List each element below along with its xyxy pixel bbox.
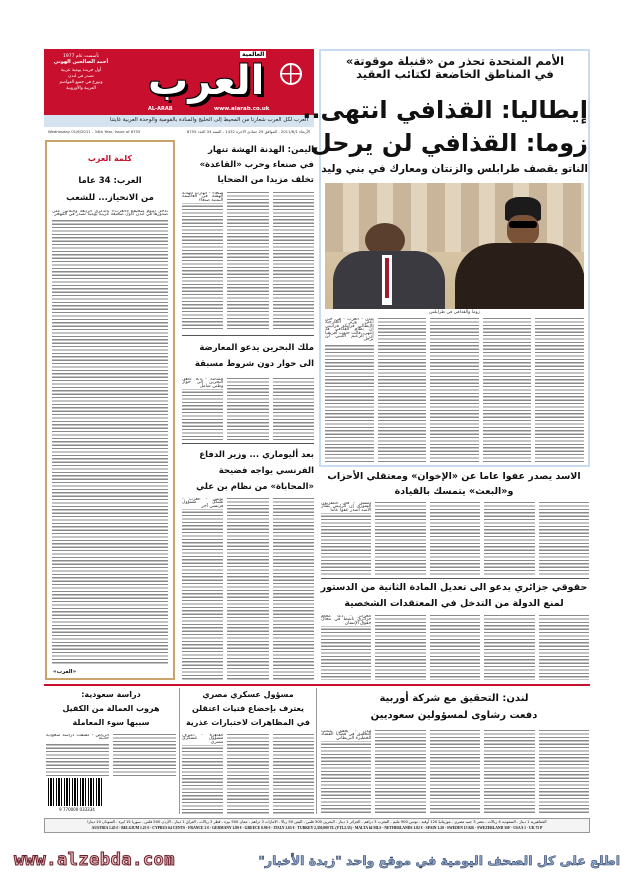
main-story-body — [325, 318, 584, 464]
kicker-line: في المناطق الخاضعة لكتائب العقيد — [356, 67, 554, 82]
story-bahrain-body — [182, 378, 314, 440]
headline-line: بعد أليوماري ... وزير الدفاع — [199, 450, 314, 460]
barcode — [48, 778, 104, 806]
main-subhead: الناتو يقصف طرابلس والزنتان ومعارك في بني وليد — [321, 163, 588, 175]
photo-caption: زوما والقذافي في طرابلس — [429, 310, 480, 315]
column-divider — [179, 688, 180, 814]
divider — [182, 443, 314, 444]
story-lead: الجزائر - دعا محام جزائري ناشط في مجال حقوق الإنسان — [321, 615, 372, 626]
story-assad-headline[interactable] — [320, 469, 588, 499]
headline-line: سببها سوء المعاملة — [72, 718, 150, 727]
main-story-lead: لندن - العرب - في حين أعلن وزير الخارجية الإيطالي فرانكو فراتيني أن نظام القذافي قد انتهى، قالت جنوب أفريقيا إن الزعيم الليبي لن يرحل — [325, 318, 374, 343]
story-yemen-body — [182, 192, 314, 330]
section-divider — [44, 684, 590, 686]
dateline — [44, 127, 314, 136]
story-saudi-study-headline[interactable] — [44, 688, 178, 730]
story-london-headline[interactable] — [320, 690, 588, 724]
editorial-body — [52, 210, 168, 665]
globe-icon — [280, 63, 302, 85]
story-algeria-body — [321, 615, 589, 680]
newspaper-logo: العرب — [148, 58, 265, 104]
price-strip — [44, 818, 590, 833]
story-assad-body — [321, 502, 589, 576]
tagline-line: أول جريدة يومية عربية — [60, 68, 102, 73]
kicker-line: الأمم المتحدة تحذر من «قنبلة موقوتة» — [345, 54, 565, 68]
editorial-box — [45, 140, 175, 680]
headline-line: تخلف مزيدا من الضحايا — [217, 175, 314, 185]
promo-banner-url[interactable]: www.alzebda.com — [14, 850, 176, 870]
headline-line: زوما: القذافي لن يرحل — [310, 129, 588, 157]
headline-line: في صنعاء وحرب «القاعدة» — [199, 160, 314, 170]
story-alliot-marie-body — [182, 498, 314, 680]
story-lead: تونس - العرب - تشكل مسؤول فرنسي آخر — [182, 498, 224, 509]
headline-line: في المظاهرات لاختبارات عذرية — [185, 718, 311, 727]
headline-line: ملك البحرين يدعو المعارضة — [199, 343, 314, 353]
tagline-line: تصدر في لندن — [68, 74, 94, 79]
title-line: من الانحياز... للشعب — [66, 193, 154, 204]
story-london-body — [321, 730, 589, 814]
story-algeria-headline[interactable] — [320, 580, 588, 612]
story-lead: المنامة - دعا عاهل البحرين إلى حوار وطني شامل — [182, 378, 224, 389]
headline-line: دراسة سعودية: — [81, 690, 141, 699]
story-lead: القاهرة - اعترف مسؤول عسكري مصري — [182, 734, 224, 745]
headline-line: الى حوار دون شروط مسبقة — [194, 359, 314, 369]
promo-banner-text: اطلع على كل الصحف اليومية في موقع واحد "زبدة الأخبار" — [258, 853, 620, 868]
website-url[interactable]: www.alarab.co.uk — [214, 106, 270, 112]
editorial-section-label: كلمة العرب — [87, 154, 133, 163]
prices-international: AUSTRIA 1.45 € - BELGIUM 1.25 € - CYPRUS 64 CENTS - FRANCE 2 € - GERMANY 1.80 € - GREECE 0.90 € - ITALY 1.65 € - TURKEY 2,350,000 TL (YTL2.35) - MALTA 64 MLS - NETHERLANDS 1.82 € - SPAIN 1.20 - SWEDEN 15 KR - SWEZERLAND 3SF - USA $ 1 - UK 75 P — [91, 826, 543, 830]
divider — [321, 578, 589, 579]
founder-name: أحمد الصالحين الهوني — [53, 59, 109, 65]
story-saudi-study-body — [46, 734, 176, 776]
headline-line: الفرنسي يواجه فضيحة — [218, 466, 314, 476]
founded-year: تأسست عام 1977 — [63, 54, 99, 59]
main-headline[interactable] — [302, 94, 588, 160]
story-egypt-body — [182, 734, 314, 814]
slogan-strip: العرب لكل العرب شعارنا من المحيط إلى الخليج والمنادة بالقومية والوحدة العربية غايتنا — [44, 115, 314, 127]
story-bahrain-headline[interactable] — [182, 340, 314, 372]
editorial-signature: «العرب» — [53, 669, 77, 675]
headline-line: دفعت رشاوى لمسؤولين سعوديين — [370, 710, 538, 721]
story-lead: صنعاء - انهارت الهدنة الهشة في العاصمة اليمنية صنعاء — [182, 192, 224, 203]
headline-line: هروب العمالة من الكفيل — [62, 704, 160, 713]
headline-line: حقوقي جزائري يدعو الى تعديل المادة الثانية من الدستور — [320, 582, 588, 593]
date-arabic: الأربعاء 2011/6/1 - الموافق 29 جمادى الآخرة 1432 - السنة 34 العدد 8755 — [186, 129, 310, 134]
headline-line: اليمن: الهدنة الهشة تنهار — [207, 145, 314, 155]
main-photo — [325, 183, 584, 309]
headline-line: لمنع الدولة من التدخل في المعتقدات الشخصية — [344, 598, 564, 609]
story-alliot-marie-headline[interactable] — [182, 447, 314, 495]
logo-international: العالمية — [242, 51, 265, 58]
headline-line: و«البعث» يتمسك بالقيادة — [394, 486, 514, 497]
headline-line: إيطاليا: القذافي انتهى.. — [302, 96, 588, 124]
prices-arab: الجماهيرية 1 دينار - السعودية 4 ريالات - مصر 3 جنيه مصري - موريتانيا 120 أوقية - تونس 900 مليم - المغرب 3 دراهم - الجزائر 1 دينار - البحرين 500 فلس - اليمن 50 ريالا - الامارات 3 دراهم - عمان 500 بيزة - قطر 3 ريالات - العراق 1 دينار - الأردن 500 فلس - سوريا 15 ليرة - السودان 10 دينارا — [87, 820, 547, 824]
title-line: العرب: 34 عاما — [78, 176, 142, 187]
main-kicker — [322, 55, 588, 81]
headline-line: الاسد يصدر عفوا عاما عن «الإخوان» ومعتقلي الأحزاب — [327, 471, 581, 482]
barcode-digits: 9 770000 033334 — [59, 807, 95, 812]
tagline-line: وتوزع في جميع العواصم — [59, 80, 103, 85]
date-english: Wednesday 01/6/2011 - 34th Year, Issue of 8755 — [48, 129, 141, 134]
headline-line: لندن: التحقيق مع شركة أوربية — [379, 693, 529, 704]
tagline-line: العربية والأوروبية — [66, 86, 96, 91]
headline-line: مسؤول عسكري مصري — [202, 690, 294, 699]
story-egypt-headline[interactable] — [182, 688, 314, 730]
logo-latin: AL-ARAB — [148, 106, 173, 112]
story-yemen-headline[interactable] — [182, 143, 314, 188]
headline-line: يعترف بإخضاع فتيات اعتقلن — [191, 704, 305, 713]
story-lead: دمشق - قال التلفزيون السوري إن الرئيس بشار الأسد أصدر عفوا عاما — [321, 502, 372, 513]
story-lead: الرياض - كشفت دراسة سعودية حديثة — [46, 734, 109, 742]
masthead — [44, 49, 314, 115]
editorial-title — [47, 173, 173, 207]
headline-line: «المحاباة» من نظام بن علي — [196, 482, 314, 492]
column-divider — [316, 688, 317, 814]
story-lead: لندن - يحقق مكتب التحقيق في قضايا الفساد الخطيرة البريطاني — [321, 730, 372, 741]
editorial-lead: تدخل اليوم صحيفة «العرب» بالذكرى الرابعة والثلاثين على صدورها في لندن كأول صحيفة عربية يومية تصدر في المهجر — [52, 210, 168, 218]
divider — [182, 335, 314, 336]
